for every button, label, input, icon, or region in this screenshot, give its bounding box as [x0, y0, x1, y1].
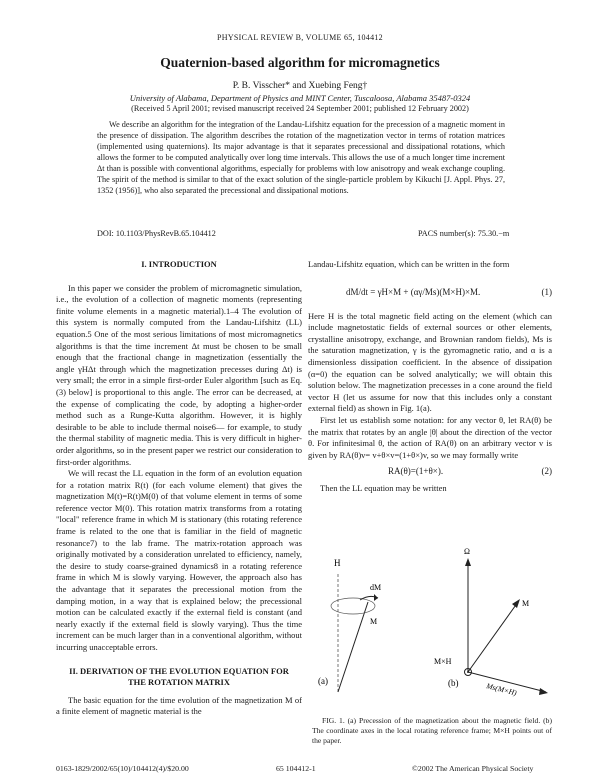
journal-header: PHYSICAL REVIEW B, VOLUME 65, 104412: [217, 33, 383, 42]
magnetization-vector-a: [338, 602, 368, 692]
right-paragraph-1: Here H is the total magnetic field acting on the element (which can include magnetostatic fields of external sources or other elements, crystalline anisotropy, exchange, and Brownian random fields), Ms is the saturation magnetization, γ is the gyromagnetic ratio, and α is a dimensionless dissipation coefficient. In the absence of dissipation (α=0) the equation can be solved analytically; we will obtain this solution below. The magnetization precesses in a cone around the field vector H (let us assume for now that this includes only a constant external field) as shown in Fig. 1(a).: [308, 310, 552, 414]
magnetization-vector-b: [468, 602, 518, 672]
ms-arrowhead: [539, 688, 548, 695]
abstract: We describe an algorithm for the integration of the Landau-Lifshitz equation for the precession of a magnetic moment in the presence of dissipation. The algorithm describes the rotation of the magnetization vector in terms of rotation matrices (implemented using quaternions). Its major advantage is that it separates precessional and dissipational rotations, which allows the former to be computed analytically over long time intervals. This allows the use of a much longer time increment Δt than is possible with conventional algorithms, especially for problems with low anisotropy and weak exchange coupling. The spirit of the method is similar to that of the exact solution of the single-particle problem by Kikuchi [J. Appl. Phys. 27, 1352 (1956)], who also separated the precessional and dissipational motions.: [97, 120, 505, 195]
derivation-paragraph-1: The basic equation for the time evolution of the magnetization M of a finite element of magnetic material is the: [56, 694, 302, 717]
footer-copyright: ©2002 The American Physical Society: [412, 764, 534, 773]
label-mxh: M×H: [434, 657, 452, 666]
section-heading-intro: I. INTRODUCTION: [141, 259, 217, 269]
equation-1: dM/dt = γH×M + (αγ/Ms)(M×H)×M.: [346, 286, 481, 297]
label-a: (a): [318, 676, 328, 686]
equation-2-number: (2): [541, 466, 552, 477]
label-ms: Ms(M×H): [485, 681, 518, 698]
right-column: [308, 259, 552, 495]
z-axis-arrowhead: [465, 558, 471, 566]
figure-1-caption: FIG. 1. (a) Precession of the magnetization about the magnetic field. (b) The coordinate axes in the local rotating reference frame; M×H points out of the paper.: [312, 716, 552, 745]
equation-2-row: [308, 461, 552, 483]
intro-paragraph-1: In this paper we consider the problem of micromagnetic simulation, i.e., the evolution of a collection of magnetic moments (representing finite volume elements in a magnetic material).1–4 The evolution of this system is normally computed from the Landau-Lifshitz (LL) equation.5 One of the most serious limitations of most micromagnetics algorithms is that the time increment Δt must be chosen to be small enough that the fractional change in magnetization (essentially the angle γHΔt through which the magnetization precesses during Δt) is very small; the error in a simple first-order Euler algorithm [such as Eq. (3) below] is proportional to this angle. The error can be decreased, at the expense of complicating the code, by adopting a higher-order method such as a Runge-Kutta algorithm. However, it is highly desirable to be able to include thermal noise6— for example, to study the thermal stability of magnetic media. This is very difficult in higher-order algorithms, so in the present paper we restrict our consideration to first-order algorithms.: [56, 282, 302, 467]
authors: P. B. Visscher* and Xuebing Feng†: [232, 81, 368, 91]
dm-arrowhead: [374, 594, 378, 601]
m-arrowhead-b: [512, 599, 520, 608]
equation-1-number: (1): [541, 286, 552, 297]
label-b: (b): [448, 678, 459, 688]
figure-1b: [434, 547, 548, 698]
label-h: H: [334, 558, 341, 568]
intro-paragraph-2: We will recast the LL equation in the form of an evolution equation for a rotation matrix R(t) (for each volume element) that gives the magnetization M(t)=R(t)M(0) of that volume element in terms of some reference vector M(0). This rotation matrix transforms from a rotating "local" reference frame in which M is stationary (this rotating reference frame is related to the one that is familiar in the field of magnetic resonance7) to the lab frame. The matrix-rotation approach was originally motivated by a consideration unrelated to efficiency, namely, the desire to study coarse-grained dynamics8 in a rotating reference frame in which M is slowly varying. However, the approach also has the advantage that it separates the precessional motion from the damping motion, in a way that is explained below; the precessional motion can be calculated exactly if the external field is constant (and nearly exactly if the external field is slowly varying). Thus the time increment can be much larger than in a conventional algorithm, without incurring unacceptable errors.: [56, 468, 302, 652]
footer-page: 65 104412-1: [276, 764, 316, 773]
ll-intro-line: Landau-Lifshitz equation, which can be written in the form: [308, 259, 510, 269]
left-column: [56, 259, 302, 718]
origin-dot: [467, 671, 469, 673]
label-dm: dM: [370, 583, 382, 592]
section-heading-derivation-1: II. DERIVATION OF THE EVOLUTION EQUATION FOR: [69, 665, 289, 676]
paper-title: Quaternion-based algorithm for micromagnetics: [160, 55, 440, 70]
section-heading-derivation-2: THE ROTATION MATRIX: [127, 677, 230, 688]
figure-1a: [318, 558, 381, 692]
received-dates: (Received 5 April 2001; revised manuscript received 24 September 2001; published 12 February 2002): [131, 104, 469, 113]
then-line: Then the LL equation may be written: [320, 483, 447, 494]
right-paragraph-2: First let us establish some notation: for any vector θ, let RA(θ) be the matrix that rotates by an angle |θ| about the direction of the vector θ. For infinitesimal θ, the action of RA(θ) on an arbitrary vector v is given by RA(θ)v= v+θ×v=(1+θ×)v, so we may formally write: [308, 414, 552, 460]
pacs-numbers: PACS number(s): 75.30.−m: [418, 229, 510, 238]
equation-1-row: [308, 277, 552, 311]
doi: DOI: 10.1103/PhysRevB.65.104412: [97, 229, 216, 238]
label-m-a: M: [370, 617, 378, 626]
label-m-b: M: [522, 599, 530, 608]
equation-2: RA(θ)=(1+θ×).: [388, 466, 444, 477]
affiliation: University of Alabama, Department of Physics and MINT Center, Tuscaloosa, Alabama 35487-0324: [129, 93, 471, 103]
label-z: Ω: [464, 547, 470, 556]
footer-left: 0163-1829/2002/65(10)/104412(4)/$20.00: [56, 764, 189, 773]
figure-1: [308, 544, 558, 704]
